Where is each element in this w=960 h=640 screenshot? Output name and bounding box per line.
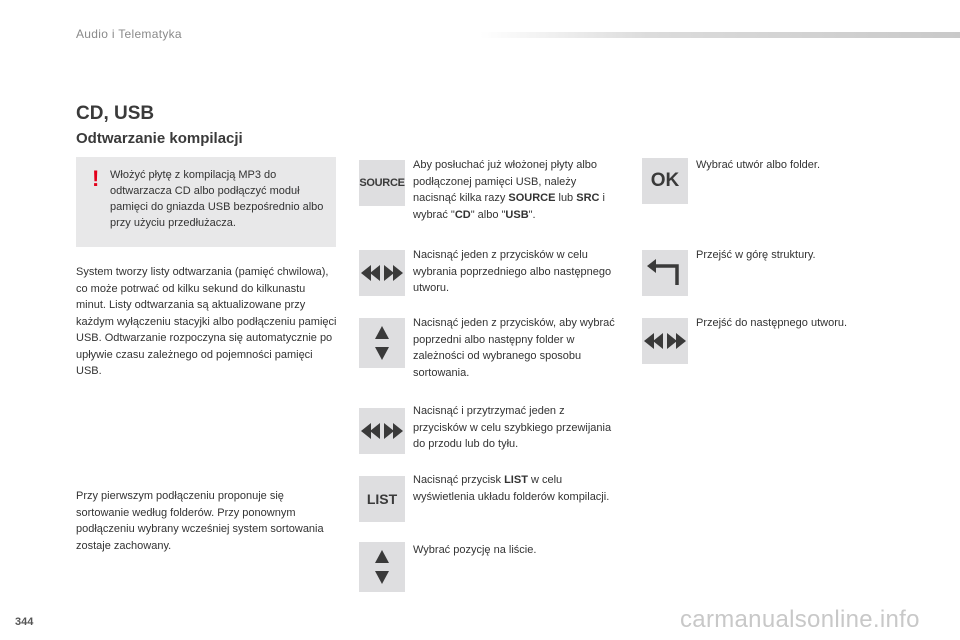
warning-exclamation-icon: ! bbox=[92, 166, 100, 191]
seek-left-right-icon-next bbox=[642, 318, 688, 364]
up-down-arrows-icon-list bbox=[359, 542, 405, 592]
section-title: CD, USB bbox=[76, 103, 155, 124]
watermark: carmanualsonline.info bbox=[680, 606, 920, 633]
instruction-list: Nacisnąć przycisk LIST w celu wyświetlenia układu folderów kompilacji. bbox=[413, 474, 610, 503]
paragraph-playlist-info: System tworzy listy odtwarzania (pamięć chwilowa), co może potrwać od kilku sekund do kilkunastu minut. Listy odtwarzania są aktualizowane przy każdym wyłączeniu stacyjki albo podłączeniu pamięci USB. Odtwarzanie rozpoczyna się automatycznie po upływie czasu zależnego od pojemności pamięci USB. bbox=[76, 266, 337, 377]
seek-arrows-svg bbox=[360, 421, 404, 441]
note-text: Włożyć płytę z kompilacją MP3 do odtwarzacza CD albo podłączyć moduł pamięci do gniazda USB bezpośrednio albo przy użyciu przedłużacza. bbox=[110, 169, 324, 229]
seek-left-right-icon bbox=[359, 250, 405, 296]
ok-button-icon: OK bbox=[642, 158, 688, 204]
seek-arrows-svg bbox=[643, 331, 687, 351]
instruction-go-up: Przejść w górę struktury. bbox=[696, 249, 816, 261]
paragraph-sorting-info: Przy pierwszym podłączeniu proponuje się sortowanie według folderów. Przy ponownym podłączeniu wybrany wcześniej system sortowania zostaje zachowany. bbox=[76, 490, 324, 552]
instruction-select-item: Wybrać pozycję na liście. bbox=[413, 544, 537, 556]
source-button-icon: SOURCE bbox=[359, 160, 405, 206]
up-down-arrows-svg bbox=[374, 548, 390, 586]
running-header: Audio i Telematyka bbox=[76, 27, 182, 41]
seek-left-right-icon-fast bbox=[359, 408, 405, 454]
page-number: 344 bbox=[15, 616, 34, 628]
instruction-next-track: Przejść do następnego utworu. bbox=[696, 317, 848, 329]
instruction-prev-next-folder: Nacisnąć jeden z przycisków, aby wybrać poprzedni albo następny folder w zależności od wybranego sposobu sortowania. bbox=[413, 317, 615, 379]
back-return-icon bbox=[642, 250, 688, 296]
back-return-svg bbox=[647, 258, 683, 288]
instruction-prev-next-track: Nacisnąć jeden z przycisków w celu wybrania poprzedniego albo następnego utworu. bbox=[413, 249, 612, 294]
list-button-icon: LIST bbox=[359, 476, 405, 522]
up-down-arrows-svg bbox=[374, 324, 390, 362]
header-rule bbox=[480, 32, 960, 38]
instruction-select-track: Wybrać utwór albo folder. bbox=[696, 159, 821, 171]
up-down-arrows-icon bbox=[359, 318, 405, 368]
instruction-fast-seek: Nacisnąć i przytrzymać jeden z przycisków w celu szybkiego przewijania do przodu lub do tyłu. bbox=[413, 405, 612, 450]
seek-arrows-svg bbox=[360, 263, 404, 283]
subsection-title: Odtwarzanie kompilacji bbox=[76, 130, 243, 147]
instruction-source: Aby posłuchać już włożonej płyty albo podłączonej pamięci USB, należy nacisnąć kilka razy SOURCE lub SRC i wybrać "CD" albo "USB". bbox=[413, 159, 605, 221]
